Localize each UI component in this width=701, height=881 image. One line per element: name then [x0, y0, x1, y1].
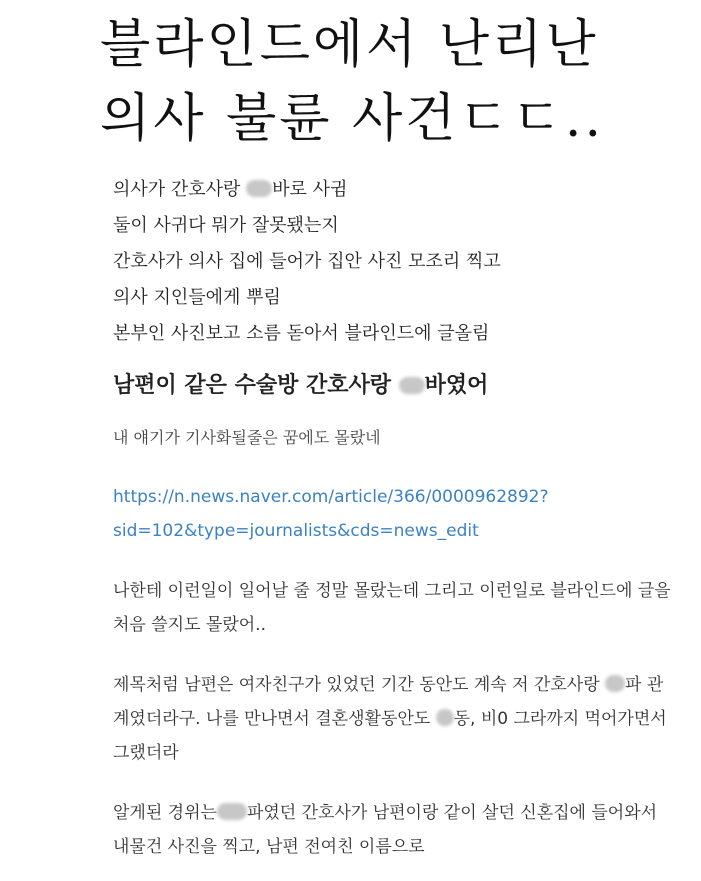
post-paragraph-2 [113, 668, 673, 770]
censor-blur [399, 377, 425, 394]
blind-post [113, 370, 673, 881]
post-subtitle: 내 얘기가 기사화될줄은 꿈에도 몰랐네 [113, 428, 381, 447]
post-title-text: 남편이 같은 수술방 간호사랑 [113, 373, 399, 398]
paragraph-text: 동, 비0 그라까지 먹어가면서 그랬더라 [113, 709, 667, 763]
post-title [113, 370, 673, 402]
paragraph-text: 파 관계였더라구. 나를 만나면서 결혼생활동안도 [113, 675, 664, 729]
post-paragraph-1: 나한테 이런일이 일어날 줄 정말 몰랐는데 그리고 이런일로 블라인드에 글을 처음 쓸지도 몰랐어.. [113, 581, 671, 635]
headline [100, 8, 604, 156]
summary-line-5: 본부인 사진보고 소름 돋아서 블라인드에 글올림 [113, 323, 490, 344]
summary-list [113, 172, 501, 352]
headline-line-2: 의사 불륜 사건ㄷㄷ.. [100, 89, 604, 149]
paragraph-text: 파였던 간호사가 남편이랑 같이 살던 신혼집에 들어와서 내물건 사진을 찍고, 남편 전여친 이름으로 [113, 803, 658, 857]
paragraph-text: 알게된 경위는 [113, 803, 217, 823]
summary-line-4: 의사 지인들에게 뿌림 [113, 287, 281, 308]
censor-blur [246, 180, 272, 197]
summary-text: 의사가 간호사랑 [113, 179, 247, 200]
summary-line-1 [113, 172, 501, 208]
summary-line-2: 둘이 사귀다 뭐가 잘못됐는지 [113, 215, 339, 236]
post-paragraph-3 [113, 796, 673, 864]
summary-line-3: 간호사가 의사 집에 들어가 집안 사진 모조리 찍고 [113, 251, 501, 272]
post-body [113, 574, 673, 864]
censor-blur [605, 675, 625, 692]
headline-line-1: 블라인드에서 난리난 [100, 15, 599, 75]
news-article-link[interactable]: https://n.news.naver.com/article/366/0000962892?sid=102&type=journalists&cds=news_edit [113, 487, 549, 541]
censor-blur [217, 803, 247, 820]
paragraph-text: 제목처럼 남편은 여자친구가 있었던 기간 동안도 계속 저 간호사랑 [113, 675, 606, 695]
summary-text: 바로 사귐 [272, 179, 348, 200]
post-title-text: 바였어 [424, 373, 489, 398]
censor-blur [436, 709, 454, 726]
